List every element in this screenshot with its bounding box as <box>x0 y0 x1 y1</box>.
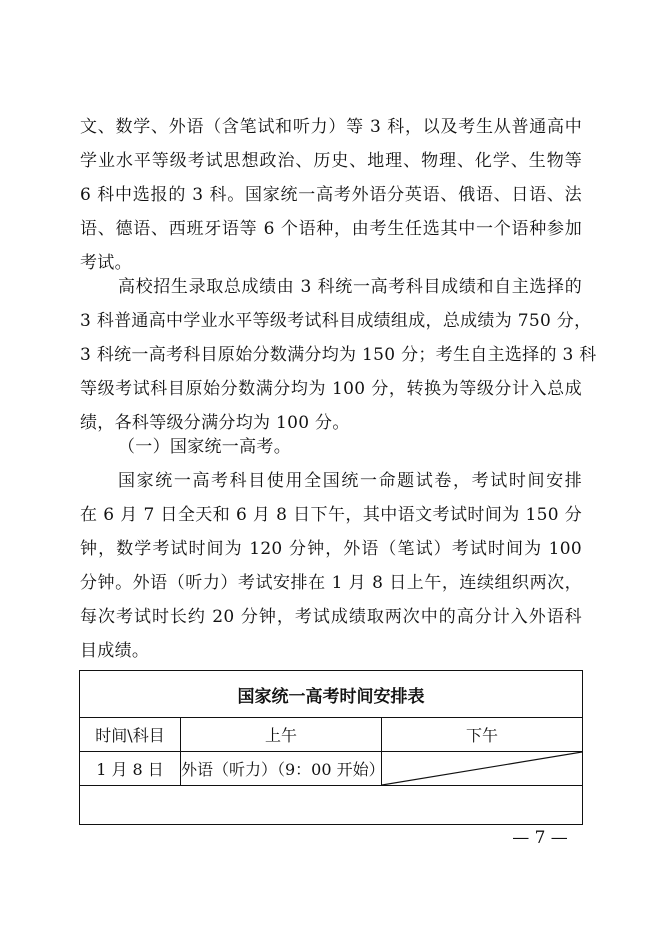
header-time-subject: 时间\科目 <box>80 718 181 752</box>
text-line: 文、数学、外语（含笔试和听力）等 3 科，以及考生从普通高中 <box>80 117 582 137</box>
section-heading <box>80 430 582 464</box>
cell-morning: 外语（听力）（9：00 开始） <box>181 752 382 786</box>
text-line: 钟，数学考试时间为 120 分钟，外语（笔试）考试时间为 100 <box>80 539 582 559</box>
text-line: 在 6 月 7 日全天和 6 月 8 日下午，其中语文考试时间为 150 分 <box>80 505 582 525</box>
diagonal-slash <box>382 752 582 785</box>
text-line: 高校招生录取总成绩由 3 科统一高考科目成绩和自主选择的 <box>118 277 582 297</box>
page-number: — 7 — <box>512 828 568 848</box>
text-line: 3 科统一高考科目原始分数满分均为 150 分；考生自主选择的 3 科 <box>80 345 597 365</box>
text-line: 学业水平等级考试思想政治、历史、地理、物理、化学、生物等 <box>80 151 582 171</box>
table-row-empty <box>80 786 583 825</box>
text-line: 目成绩。 <box>80 641 150 661</box>
text-line: 3 科普通高中学业水平等级考试科目成绩组成，总成绩为 750 分， <box>80 311 592 331</box>
header-morning: 上午 <box>181 718 382 752</box>
cell-afternoon-empty <box>382 752 583 786</box>
text-line: 每次考试时长约 20 分钟，考试成绩取两次中的高分计入外语科 <box>80 607 582 627</box>
header-afternoon: 下午 <box>382 718 583 752</box>
paragraph-exam-schedule <box>80 464 582 668</box>
empty-cell <box>80 786 583 825</box>
text-line: 分钟。外语（听力）考试安排在 1 月 8 日上午，连续组织两次， <box>80 573 582 593</box>
text-line: 语、德语、西班牙语等 6 个语种，由考生任选其中一个语种参加 <box>80 219 582 239</box>
paragraph-total-score <box>80 270 597 440</box>
table-title-row <box>80 671 583 718</box>
cell-date: 1 月 8 日 <box>80 752 181 786</box>
text-line: 等级考试科目原始分数满分均为 100 分，转换为等级分计入总成 <box>80 379 582 399</box>
table-row <box>80 752 583 786</box>
text-line: 考试。 <box>80 253 132 273</box>
table-header-row <box>80 718 583 752</box>
heading-line: （一）国家统一高考。 <box>118 437 291 457</box>
paragraph-subjects <box>80 110 582 280</box>
table-title: 国家统一高考时间安排表 <box>80 671 583 718</box>
text-line: 绩，各科等级分满分均为 100 分。 <box>80 413 350 433</box>
text-line: 6 科中选报的 3 科。国家统一高考外语分英语、俄语、日语、法 <box>80 185 582 205</box>
text-line: 国家统一高考科目使用全国统一命题试卷，考试时间安排 <box>118 471 582 491</box>
schedule-table <box>79 670 583 825</box>
